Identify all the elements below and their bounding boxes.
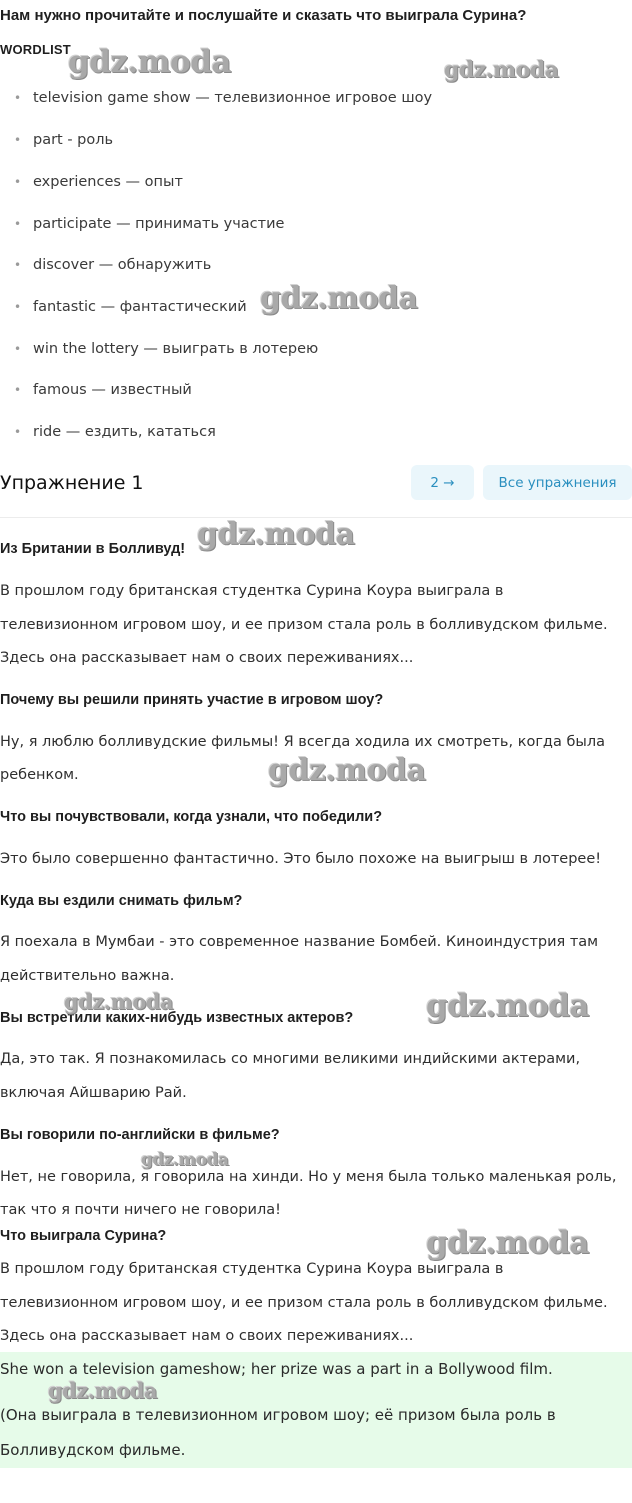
all-exercises-button[interactable]: Все упражнения [483,465,632,500]
question-title: Нам нужно прочитайте и послушайте и сказать что выиграла Сурина? [0,7,527,24]
next-exercise-button[interactable]: 2 → [411,465,474,500]
watermark: gdz.moda [444,57,559,83]
watermark: gdz.moda [260,281,418,316]
wordlist-item: • television game show — телевизионное игровое шоу [14,90,433,106]
bullet-icon: • [14,342,22,356]
paragraph-line: В прошлом году британская студентка Сурина Коура выиграла в [0,583,504,599]
watermark: gdz.moda [64,989,174,1014]
question-heading: Что выиграла Сурина? [0,1228,167,1244]
watermark: gdz.moda [197,517,355,552]
paragraph-line: Нет, не говорила, я говорила на хинди. Но у меня была только маленькая роль, [0,1169,617,1185]
watermark: gdz.moda [68,44,231,80]
question-heading: Вы встретили каких-нибудь известных актеров? [0,1010,354,1026]
paragraph-line: телевизионном игровом шоу, и ее призом стала роль в болливудском фильме. [0,1295,608,1311]
paragraph-line: Это было совершенно фантастично. Это было похоже на выигрыш в лотерее! [0,851,602,867]
answer-line: (Она выиграла в телевизионном игровом шоу; её призом была роль в [0,1406,556,1424]
answer-line: She won a television gameshow; her prize was a part in a Bollywood film. [0,1360,553,1378]
wordlist-item: • participate — принимать участие [14,216,285,232]
watermark: gdz.moda [426,1225,589,1261]
question-heading: Что вы почувствовали, когда узнали, что победили? [0,809,383,825]
wordlist-item: • ride — ездить, кататься [14,424,216,440]
wordlist-item: • part - роль [14,132,114,148]
bullet-icon: • [14,300,22,314]
paragraph-line: ребенком. [0,767,79,783]
paragraph-line: Да, это так. Я познакомилась со многими великими индийскими актерами, [0,1051,581,1067]
content-heading: Из Британии в Болливуд! [0,541,186,557]
wordlist-item: • fantastic — фантастический [14,299,247,315]
exercise-title: Упражнение 1 [0,472,144,494]
paragraph-line: Здесь она рассказывает нам о своих переживаниях... [0,1328,414,1344]
paragraph-line: так что я почти ничего не говорила! [0,1202,281,1218]
wordlist-item: • experiences — опыт [14,174,183,190]
paragraph-line: телевизионном игровом шоу, и ее призом стала роль в болливудском фильме. [0,617,608,633]
paragraph-line: Ну, я люблю болливудские фильмы! Я всегда ходила их смотреть, когда была [0,734,605,750]
question-heading: Куда вы ездили снимать фильм? [0,893,243,909]
question-heading: Вы говорили по-английски в фильме? [0,1127,280,1143]
watermark: gdz.moda [141,1150,229,1170]
paragraph-line: Здесь она рассказывает нам о своих переживаниях... [0,650,414,666]
answer-line: Болливудском фильме. [0,1441,186,1459]
watermark: gdz.moda [48,1378,158,1403]
wordlist-item: • win the lottery — выиграть в лотерею [14,341,319,357]
bullet-icon: • [14,258,22,272]
divider [0,517,632,518]
watermark: gdz.moda [268,753,426,788]
bullet-icon: • [14,425,22,439]
bullet-icon: • [14,133,22,147]
bullet-icon: • [14,383,22,397]
watermark: gdz.moda [426,988,589,1024]
wordlist-item: • discover — обнаружить [14,257,212,273]
paragraph-line: Я поехала в Мумбаи - это современное название Бомбей. Киноиндустрия там [0,934,599,950]
paragraph-line: действительно важна. [0,968,175,984]
wordlist-label: WORDLIST [0,42,71,57]
wordlist-item: • famous — известный [14,382,192,398]
bullet-icon: • [14,175,22,189]
bullet-icon: • [14,91,22,105]
paragraph-line: В прошлом году британская студентка Сурина Коура выиграла в [0,1261,504,1277]
question-heading: Почему вы решили принять участие в игровом шоу? [0,692,384,708]
bullet-icon: • [14,217,22,231]
paragraph-line: включая Айшварию Рай. [0,1085,187,1101]
